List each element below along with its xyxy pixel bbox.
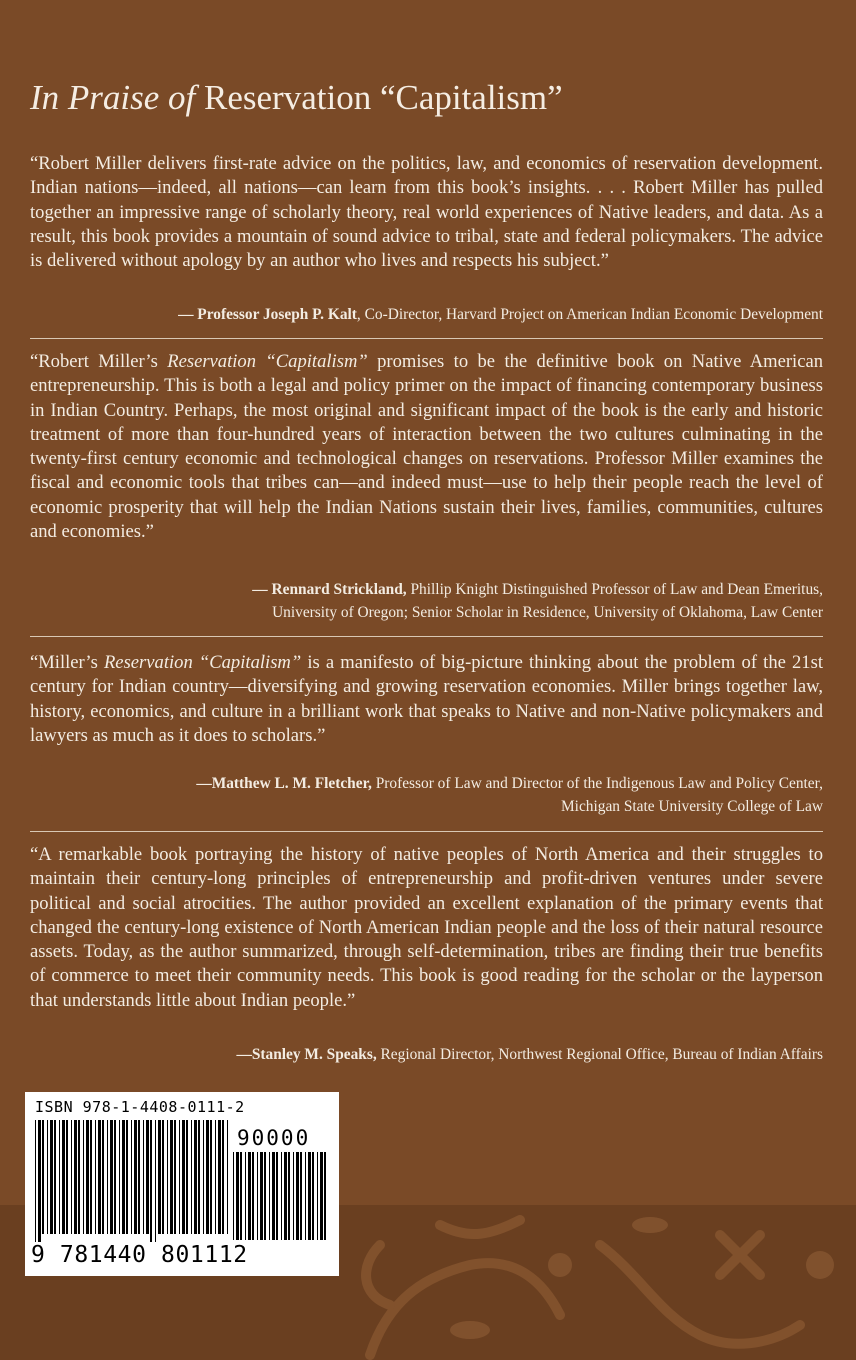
barcode-bar (131, 1120, 132, 1234)
addon-barcode-bars (233, 1152, 329, 1248)
barcode-bar (288, 1152, 290, 1240)
barcode-bar (83, 1120, 84, 1234)
blurb-1-author: — Professor Joseph P. Kalt (178, 306, 357, 323)
barcode-bar (119, 1120, 120, 1234)
blurb-3-attribution (30, 772, 823, 818)
barcode-bar (264, 1152, 266, 1240)
barcode-bar (107, 1120, 108, 1234)
barcode-bar (257, 1152, 258, 1240)
barcode-bar (114, 1120, 116, 1234)
barcode-bar (35, 1120, 36, 1242)
barcode-bar (245, 1152, 246, 1240)
barcode-bar (47, 1120, 48, 1234)
barcode-bar (174, 1120, 176, 1234)
blurb-4-author-title: Regional Director, Northwest Regional Office, Bureau of Indian Affairs (376, 1046, 823, 1063)
barcode-bar (236, 1152, 239, 1240)
barcode-bar (74, 1120, 77, 1234)
blurb-1-attribution (30, 303, 823, 326)
barcode-bar (293, 1152, 294, 1240)
barcode-bar (260, 1152, 263, 1240)
barcode-bar (203, 1120, 204, 1234)
barcode-bar (198, 1120, 200, 1234)
barcode-bar (42, 1120, 44, 1234)
isbn-barcode (25, 1092, 339, 1276)
barcode-bar (308, 1152, 311, 1240)
barcode-bar (98, 1120, 101, 1234)
barcode-bar (272, 1152, 275, 1240)
barcode-bar (252, 1152, 254, 1240)
blurb-1-author-title: , Co-Director, Harvard Project on American Indian Economic Development (356, 306, 823, 323)
barcode-bar (59, 1120, 60, 1234)
blurb-4-attribution (30, 1043, 823, 1066)
barcode-bar (62, 1120, 65, 1234)
heading-italic: In Praise of (30, 78, 196, 117)
barcode-bar (126, 1120, 128, 1234)
blurb-2-book-title: Reservation “Capitalism” (167, 351, 368, 372)
barcode-bar (182, 1120, 185, 1234)
barcode-bar (38, 1120, 41, 1242)
barcode-bar (158, 1120, 161, 1234)
barcode-bar (122, 1120, 125, 1234)
heading-title: Reservation “Capitalism” (204, 78, 563, 117)
barcode-bar (150, 1120, 152, 1242)
barcode-bar (305, 1152, 306, 1240)
barcode-bar (240, 1152, 242, 1240)
barcode-bar (54, 1120, 56, 1234)
barcode-bar (138, 1120, 140, 1234)
barcode-bar (324, 1152, 326, 1240)
blurb-4-author: —Stanley M. Speaks, (236, 1046, 377, 1063)
barcode-bar (276, 1152, 278, 1240)
barcode-bar (66, 1120, 68, 1234)
barcode-bar (167, 1120, 168, 1234)
blurb-3-quote-rest: is a manifesto of big-picture thinking about the problem of the 21st century for Indian country—diversifying and growing reservation economies. Miller brings together law, history, economics, and culture in a brilliant work that speaks to Native and non-Native policymakers and lawyers as much as it does to scholars.” (30, 652, 823, 746)
barcode-bar (227, 1120, 228, 1234)
barcode-bar (134, 1120, 137, 1234)
barcode-bar (312, 1152, 314, 1240)
barcode-bar (86, 1120, 89, 1234)
barcode-bar (78, 1120, 80, 1234)
section-heading (30, 76, 563, 120)
barcode-bar (179, 1120, 180, 1234)
isbn-label: ISBN 978-1-4408-0111-2 (35, 1098, 245, 1116)
barcode-bar (215, 1120, 216, 1234)
blurb-1-quote: “Robert Miller delivers first-rate advice on the politics, law, and economics of reservation development. Indian nations—indeed, all nations—can learn from this book’s insights. . . . Robert Miller has pulled together an impressive range of scholarly theory, real world experiences of Native leaders, and data. As a result, this book provides a mountain of sound advice to tribal, state and federal policymakers. The advice is delivered without apology by an author who lives and respects his subject.” (30, 153, 823, 272)
barcode-bar (210, 1120, 212, 1234)
blurb-3-author-title: Professor of Law and Director of the Indigenous Law and Policy Center, (371, 775, 823, 792)
barcode-bar (143, 1120, 144, 1234)
blurb-2-author-title: Phillip Knight Distinguished Professor of Law and Dean Emeritus, (406, 581, 823, 598)
barcode-bar (90, 1120, 92, 1234)
barcode-bar (222, 1120, 224, 1234)
barcode-bar (71, 1120, 72, 1234)
barcode-bar (194, 1120, 197, 1234)
blurb-3-book-title: Reservation “Capitalism” (103, 652, 302, 673)
barcode-bar (155, 1120, 156, 1242)
blurb-3-quote-start: “Miller’s (30, 652, 104, 673)
barcode-bar (269, 1152, 270, 1240)
barcode-bar (50, 1120, 53, 1234)
barcode-bar (191, 1120, 192, 1234)
barcode-bar (281, 1152, 282, 1240)
divider-rule (30, 831, 823, 832)
barcode-bar (102, 1120, 104, 1234)
barcode-bar (162, 1120, 164, 1234)
barcode-bar (248, 1152, 251, 1240)
price-addon-digits: 90000 (237, 1126, 311, 1150)
barcode-bar (233, 1152, 234, 1240)
blurb-2-author-affiliation: University of Oregon; Senior Scholar in Residence, University of Oklahoma, Law Center (272, 604, 823, 621)
barcode-bar (317, 1152, 318, 1240)
barcode-bar (170, 1120, 173, 1234)
ean-digits: 9 781440 801112 (31, 1242, 248, 1268)
barcode-bar (218, 1120, 221, 1234)
blurb-3-author-affiliation: Michigan State University College of Law (560, 798, 823, 815)
barcode-bar (284, 1152, 287, 1240)
blurb-2-quote-rest: promises to be the definitive book on Native American entrepreneurship. This is both a legal and policy primer on the impact of financing contemporary business in Indian Country. Perhaps, the most original and significant impact of the book is the early and historic treatment of more than four-hundred years of interaction between the two cultures culminating in the twenty-first century economic and technological changes on reservations. Professor Miller examines the fiscal and economic tools that tribes can—and indeed must—use to help their people reach the level of economic prosperity that will help the Indian Nations sustain their lives, families, communities, cultures and economies.” (30, 351, 824, 543)
blurb-2-attribution (30, 578, 823, 624)
ean-barcode-bars (35, 1120, 231, 1242)
divider-rule (30, 636, 823, 637)
blurb-2-quote-start: “Robert Miller’s (30, 351, 168, 372)
barcode-bar (110, 1120, 113, 1234)
barcode-bar (95, 1120, 96, 1234)
barcode-bar (300, 1152, 302, 1240)
blurb-4-quote: “A remarkable book portraying the history of native peoples of North America and their struggles to maintain their century-long principles of entrepreneurship and profit-driven ventures under severe political and social atrocities. The author provided an excellent explanation of the primary events that changed the century-long existence of North American Indian people and the loss of their natural resource assets. Today, as the author summarized, through self-determination, tribes are finding their true benefits of commerce to meet their community needs. This book is good reading for the scholar or the layperson that understands little about Indian people.” (30, 844, 823, 1011)
blurb-3-quote (30, 651, 823, 748)
barcode-bar (186, 1120, 188, 1234)
barcode-bar (320, 1152, 323, 1240)
divider-rule (30, 338, 823, 339)
barcode-bar (146, 1120, 149, 1234)
blurb-2-author: — Rennard Strickland, (252, 581, 407, 598)
blurb-3-author: —Matthew L. M. Fletcher, (196, 775, 372, 792)
barcode-bar (206, 1120, 209, 1234)
blurb-2-quote (30, 350, 823, 544)
barcode-bar (296, 1152, 299, 1240)
